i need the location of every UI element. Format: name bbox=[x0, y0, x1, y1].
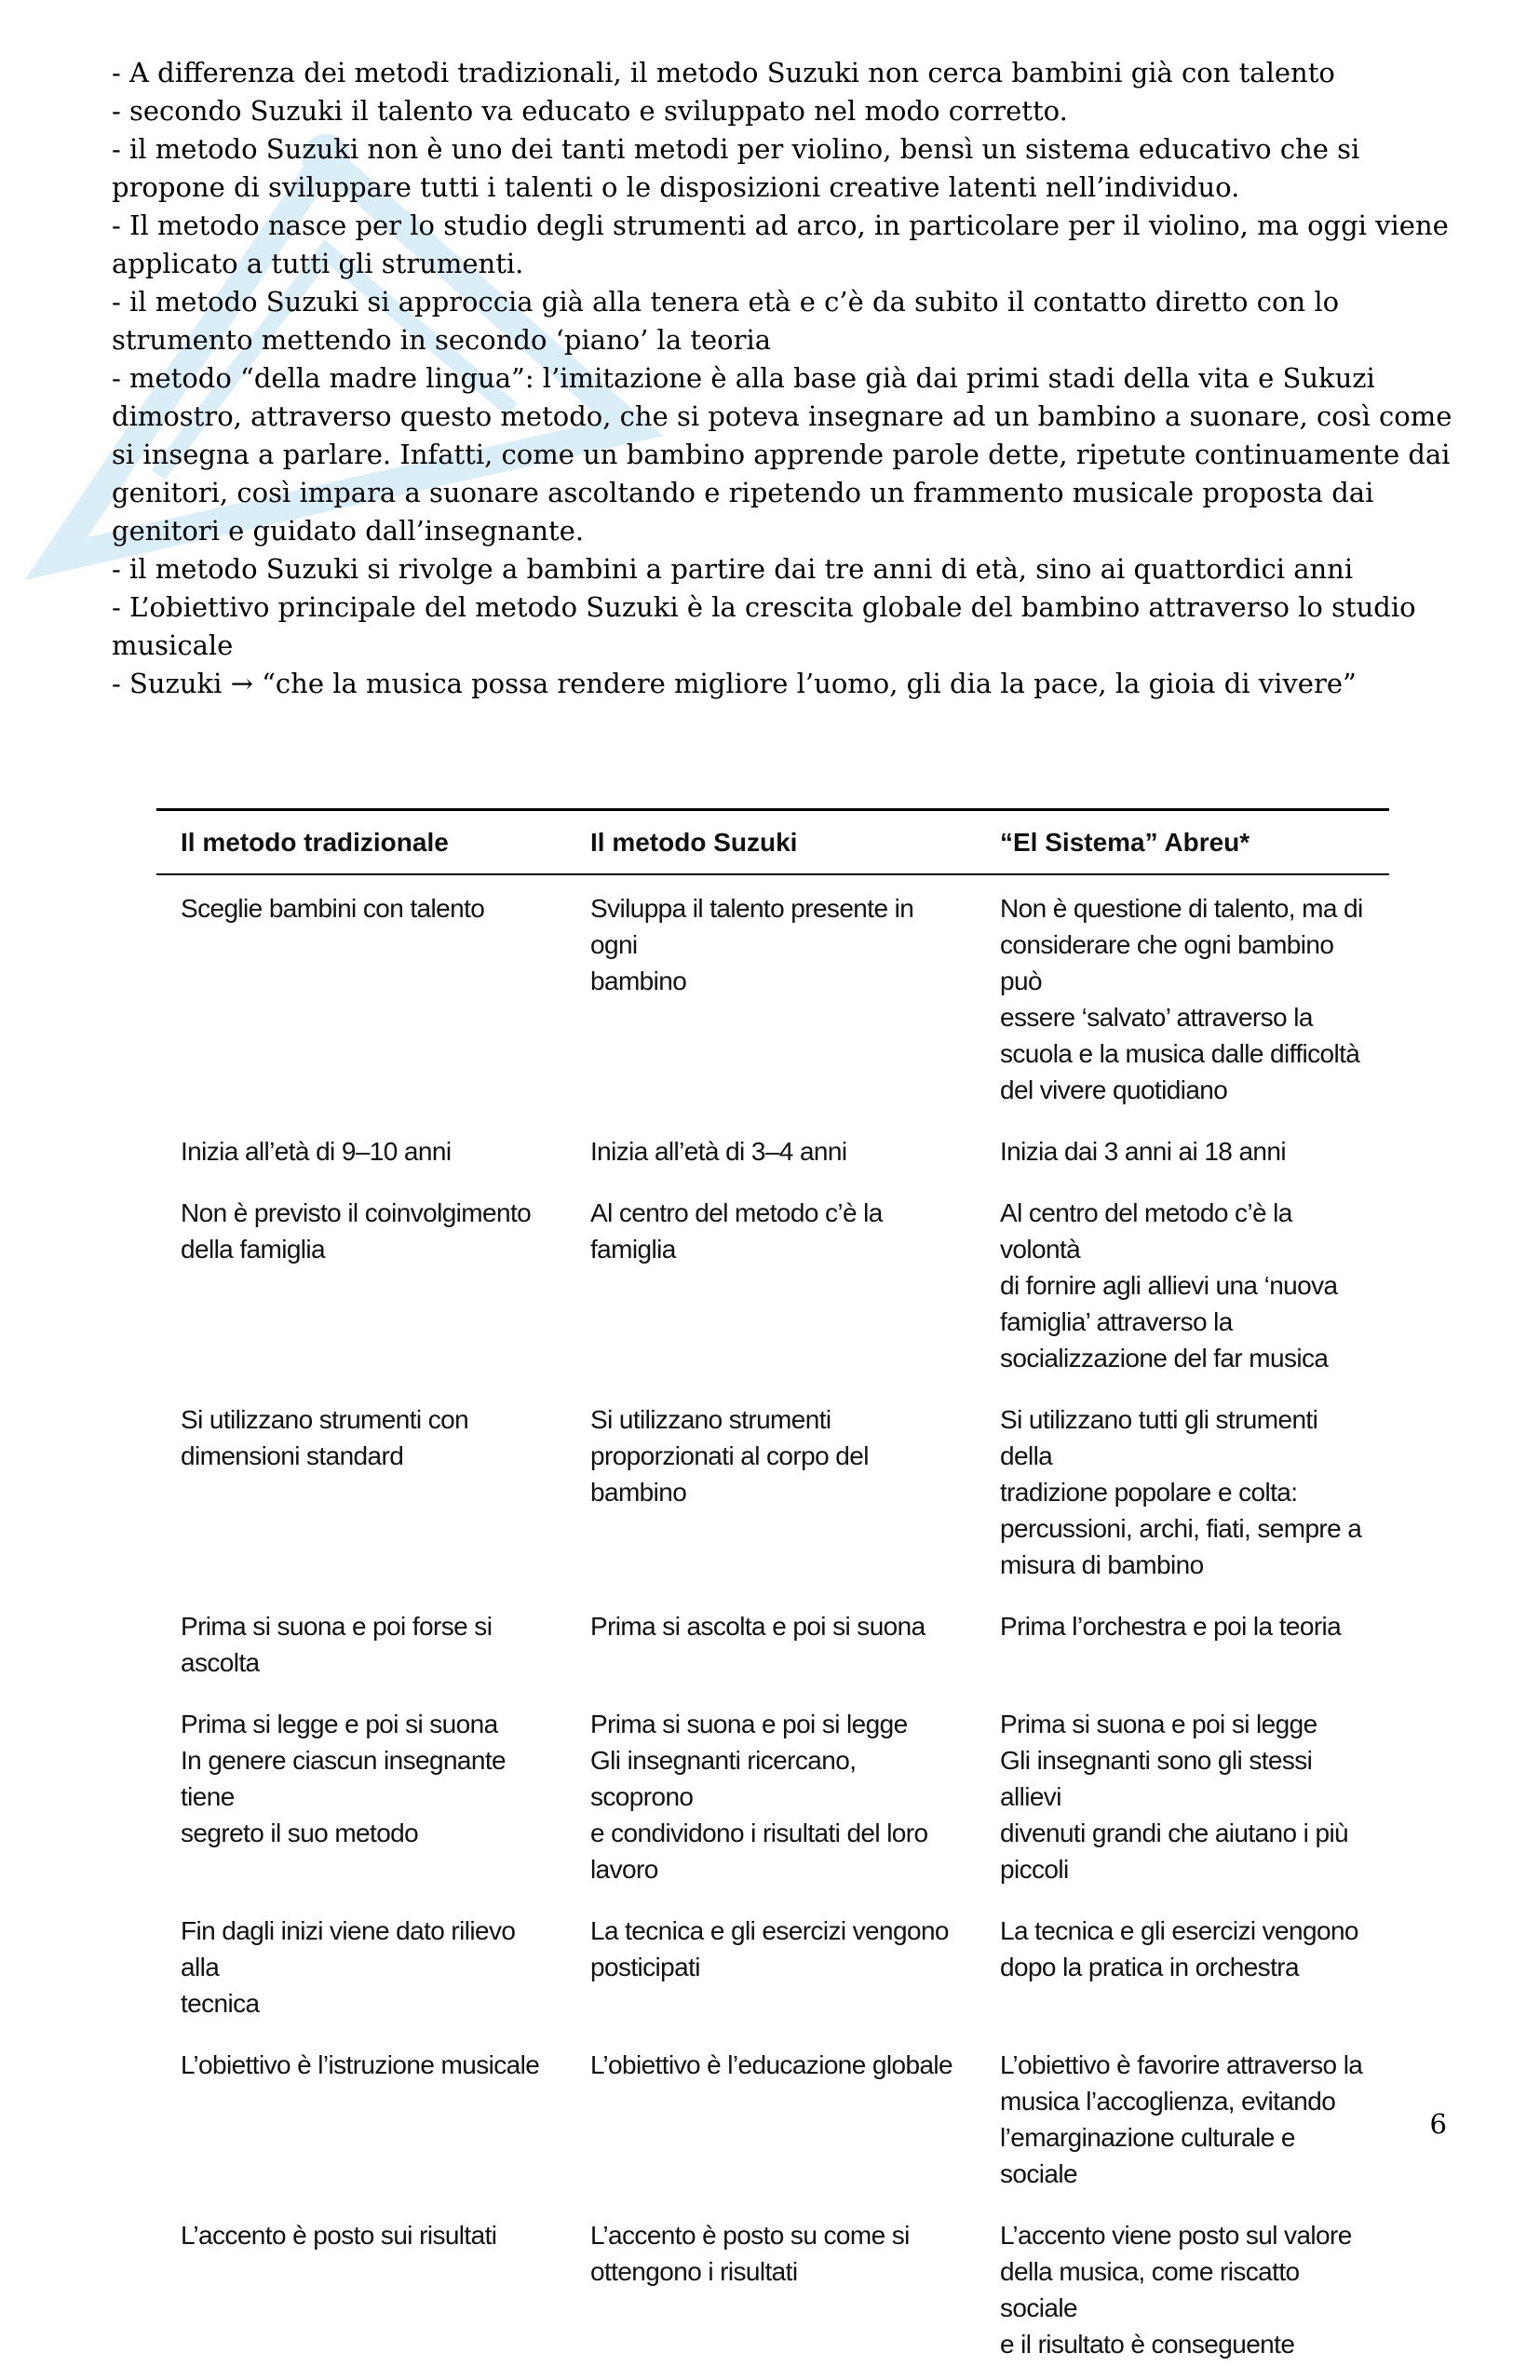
cell-line: L’accento è posto su come si bbox=[590, 2221, 910, 2250]
cell-line: del vivere quotidiano bbox=[1000, 1075, 1228, 1104]
bullet-item: - A differenza dei metodi tradizionali, il metodo Suzuki non cerca bambini già con talento bbox=[112, 57, 1335, 88]
cell-suzuki bbox=[566, 1187, 976, 1394]
cell-el-sistema bbox=[976, 1698, 1389, 1905]
bullet-item: - secondo Suzuki il talento va educato e sviluppato nel modo corretto. bbox=[112, 95, 1068, 127]
cell-line: della musica, come riscatto sociale bbox=[1000, 2257, 1300, 2322]
cell-line: musica l’accoglienza, evitando bbox=[1000, 2087, 1336, 2116]
cell-line: Si utilizzano strumenti bbox=[590, 1405, 831, 1434]
cell-line: considerare che ogni bambino può bbox=[1000, 930, 1334, 995]
cell-line: L’accento è posto sui risultati bbox=[181, 2221, 497, 2250]
cell-line: e il risultato è conseguente bbox=[1000, 2330, 1295, 2359]
header-traditional: Il metodo tradizionale bbox=[156, 810, 566, 875]
cell-line: scuola e la musica dalle difficoltà bbox=[1000, 1039, 1360, 1068]
cell-line: Inizia all’età di 9–10 anni bbox=[181, 1137, 452, 1166]
header-el-sistema: “El Sistema” Abreu* bbox=[976, 810, 1389, 875]
table-row bbox=[156, 2039, 1389, 2210]
cell-line: di fornire agli allievi una ‘nuova bbox=[1000, 1271, 1338, 1300]
cell-traditional bbox=[156, 1698, 566, 1905]
table-row bbox=[156, 1394, 1389, 1601]
cell-suzuki bbox=[566, 2039, 976, 2210]
cell-line: proporzionati al corpo del bambino bbox=[590, 1441, 869, 1507]
cell-line: Prima si suona e poi forse si bbox=[181, 1612, 493, 1641]
cell-line: La tecnica e gli esercizi vengono bbox=[1000, 1916, 1358, 1945]
table-row bbox=[156, 1698, 1389, 1905]
cell-traditional bbox=[156, 1905, 566, 2039]
cell-traditional bbox=[156, 874, 566, 1126]
cell-line: Non è questione di talento, ma di bbox=[1000, 894, 1363, 923]
cell-suzuki bbox=[566, 874, 976, 1126]
cell-el-sistema bbox=[976, 874, 1389, 1126]
cell-line: Sviluppa il talento presente in ogni bbox=[590, 894, 914, 959]
cell-el-sistema bbox=[976, 1187, 1389, 1394]
cell-line: bambino bbox=[590, 967, 687, 995]
cell-line: Prima si suona e poi si legge bbox=[590, 1710, 908, 1738]
cell-line: famiglia’ attraverso la bbox=[1000, 1307, 1233, 1336]
table-row bbox=[156, 1601, 1389, 1698]
bullet-item: - il metodo Suzuki non è uno dei tanti metodi per violino, bensì un sistema educativo che si propone di sviluppare tutti i talenti o le disposizioni creative latenti nell’individuo. bbox=[112, 133, 1360, 203]
cell-line: Sceglie bambini con talento bbox=[181, 894, 485, 923]
cell-traditional bbox=[156, 2039, 566, 2210]
bullet-item: - Il metodo nasce per lo studio degli strumenti ad arco, in particolare per il violino, ma oggi viene applicato a tutti gli strumenti. bbox=[112, 210, 1449, 279]
page-number: 6 bbox=[1429, 2108, 1447, 2140]
table-row bbox=[156, 1905, 1389, 2039]
cell-line: l’emarginazione culturale e sociale bbox=[1000, 2123, 1295, 2188]
cell-line: divenuti grandi che aiutano i più bbox=[1000, 1819, 1349, 1847]
cell-line: Non è previsto il coinvolgimento bbox=[181, 1198, 532, 1227]
cell-line: L’obiettivo è l’istruzione musicale bbox=[181, 2050, 540, 2079]
cell-line: dopo la pratica in orchestra bbox=[1000, 1953, 1299, 1981]
table-row bbox=[156, 874, 1389, 1126]
cell-el-sistema bbox=[976, 1905, 1389, 2039]
cell-suzuki bbox=[566, 2210, 976, 2380]
cell-line: Prima si suona e poi si legge bbox=[1000, 1710, 1317, 1738]
cell-suzuki bbox=[566, 1394, 976, 1601]
cell-line: essere ‘salvato’ attraverso la bbox=[1000, 1003, 1313, 1032]
cell-suzuki bbox=[566, 1601, 976, 1698]
cell-suzuki bbox=[566, 1905, 976, 2039]
cell-line: e condividono i risultati del loro bbox=[590, 1819, 928, 1847]
cell-line: posticipati bbox=[590, 1953, 700, 1981]
bullet-list bbox=[112, 54, 1452, 703]
header-suzuki: Il metodo Suzuki bbox=[566, 810, 976, 875]
cell-line: L’obiettivo è favorire attraverso la bbox=[1000, 2050, 1363, 2079]
cell-line: Inizia all’età di 3–4 anni bbox=[590, 1137, 847, 1166]
cell-suzuki bbox=[566, 1126, 976, 1187]
bullet-item: - il metodo Suzuki si approccia già alla tenera età e c’è da subito il contatto diretto con lo strumento mettendo in secondo ‘piano’ la teoria bbox=[112, 286, 1340, 356]
bullet-item: - L’obiettivo principale del metodo Suzuki è la crescita globale del bambino attraverso lo studio musicale bbox=[112, 591, 1416, 661]
cell-line: La tecnica e gli esercizi vengono bbox=[590, 1916, 949, 1945]
cell-el-sistema bbox=[976, 2039, 1389, 2210]
cell-traditional bbox=[156, 1394, 566, 1601]
cell-line: segreto il suo metodo bbox=[181, 1819, 419, 1847]
cell-line: Prima si ascolta e poi si suona bbox=[590, 1612, 925, 1641]
cell-el-sistema bbox=[976, 2210, 1389, 2380]
cell-suzuki bbox=[566, 1698, 976, 1905]
cell-el-sistema bbox=[976, 1601, 1389, 1698]
table-header-row bbox=[156, 810, 1389, 875]
cell-line: dimensioni standard bbox=[181, 1441, 404, 1470]
cell-line: L’obiettivo è l’educazione globale bbox=[590, 2050, 953, 2079]
cell-el-sistema bbox=[976, 1394, 1389, 1601]
cell-traditional bbox=[156, 1187, 566, 1394]
comparison-table bbox=[156, 808, 1389, 2380]
cell-line: lavoro bbox=[590, 1855, 658, 1884]
cell-line: tradizione popolare e colta: bbox=[1000, 1478, 1298, 1507]
bullet-item: - Suzuki → “che la musica possa rendere migliore l’uomo, gli dia la pace, la gioia di vivere” bbox=[112, 668, 1357, 699]
cell-line: ottengono i risultati bbox=[590, 2257, 798, 2286]
cell-traditional bbox=[156, 1601, 566, 1698]
table-row bbox=[156, 1187, 1389, 1394]
bullet-item: si insegna a parlare. Infatti, come un bambino apprende parole dette, ripetute continuamente dai genitori, così impara a suonare ascoltando e ripetendo un frammento musicale proposta dai genitori e guidato dall’insegnante. bbox=[112, 439, 1451, 547]
cell-el-sistema bbox=[976, 1126, 1389, 1187]
cell-line: Prima l’orchestra e poi la teoria bbox=[1000, 1612, 1342, 1641]
cell-line: tecnica bbox=[181, 1989, 260, 2018]
cell-traditional bbox=[156, 2210, 566, 2380]
cell-line: piccoli bbox=[1000, 1855, 1069, 1884]
cell-line: Prima si legge e poi si suona bbox=[181, 1710, 498, 1738]
cell-line: Al centro del metodo c’è la volontà bbox=[1000, 1198, 1292, 1264]
bullet-item: - metodo “della madre lingua”: l’imitazione è alla base già dai primi stadi della vita e Sukuzi dimostro, attraverso questo metodo, che si poteva insegnare ad un bambino a suonare, così come bbox=[112, 362, 1452, 432]
cell-line: socializzazione del far musica bbox=[1000, 1344, 1329, 1373]
table-row bbox=[156, 2210, 1389, 2380]
cell-line: Si utilizzano strumenti con bbox=[181, 1405, 469, 1434]
cell-line: Fin dagli inizi viene dato rilievo alla bbox=[181, 1916, 516, 1981]
cell-line: Gli insegnanti sono gli stessi allievi bbox=[1000, 1746, 1313, 1811]
cell-line: misura di bambino bbox=[1000, 1550, 1204, 1579]
bullet-item: - il metodo Suzuki si rivolge a bambini a partire dai tre anni di età, sino ai quattordici anni bbox=[112, 553, 1354, 585]
cell-line: Si utilizzano tutti gli strumenti della bbox=[1000, 1405, 1318, 1470]
cell-line: In genere ciascun insegnante tiene bbox=[181, 1746, 507, 1811]
cell-line: Gli insegnanti ricercano, scoprono bbox=[590, 1746, 857, 1811]
cell-traditional bbox=[156, 1126, 566, 1187]
cell-line: della famiglia bbox=[181, 1235, 326, 1264]
table-body bbox=[156, 874, 1389, 2380]
cell-line: ascolta bbox=[181, 1648, 260, 1677]
cell-line: Inizia dai 3 anni ai 18 anni bbox=[1000, 1137, 1286, 1166]
table-row bbox=[156, 1126, 1389, 1187]
cell-line: Al centro del metodo c’è la famiglia bbox=[590, 1198, 883, 1264]
cell-line: L’accento viene posto sul valore bbox=[1000, 2221, 1352, 2250]
cell-line: percussioni, archi, fiati, sempre a bbox=[1000, 1514, 1362, 1543]
